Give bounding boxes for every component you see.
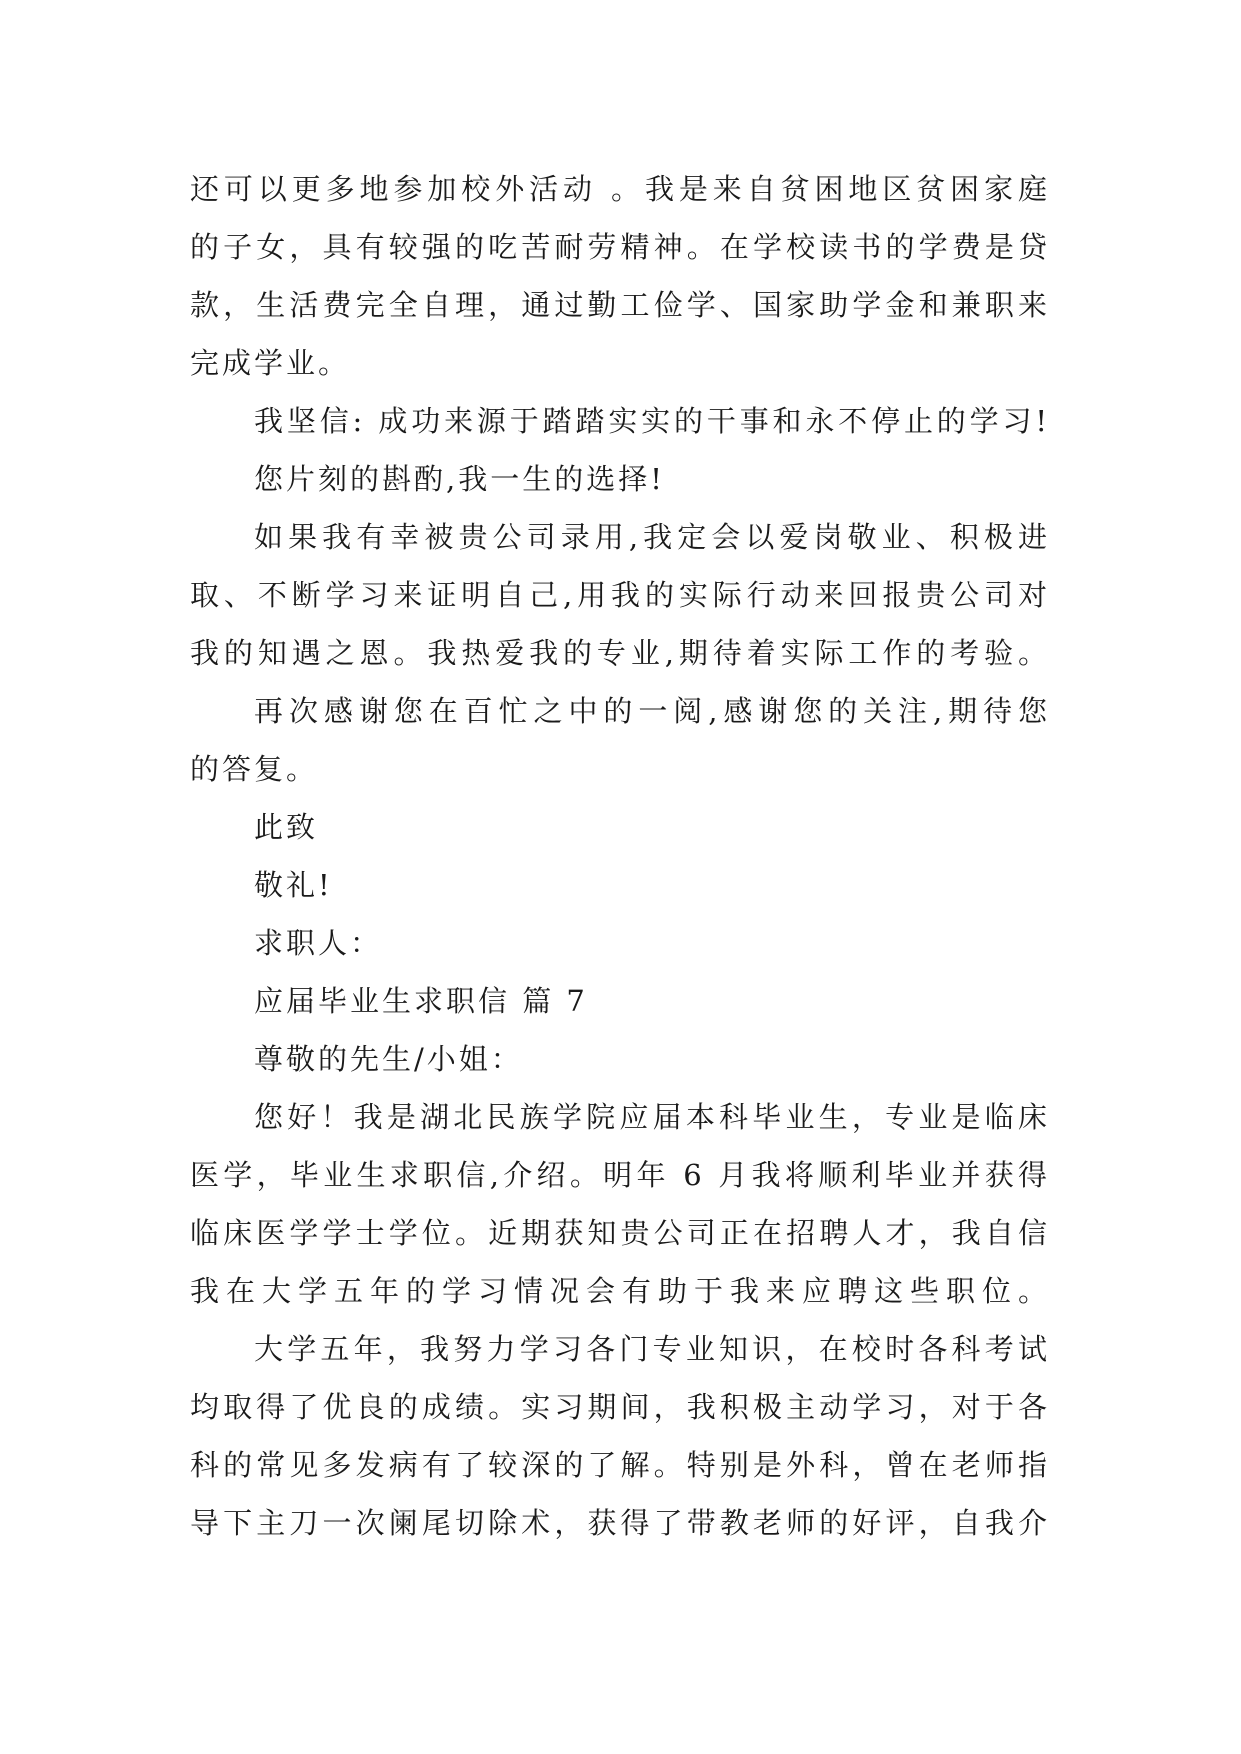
salutation: 尊敬的先生/小姐： — [254, 1042, 523, 1076]
text-line: 完成学业。 — [190, 346, 351, 380]
text-line: 此致 — [254, 810, 319, 844]
text-line: 如果我有幸被贵公司录用,我定会以爱岗敬业、积极进 — [254, 520, 1050, 554]
text-line: 的答复。 — [190, 752, 319, 786]
text-line: 您好！我是湖北民族学院应届本科毕业生，专业是临床 — [254, 1100, 1050, 1134]
document-body — [190, 160, 1050, 1552]
section-heading: 应届毕业生求职信 篇 7 — [254, 984, 588, 1018]
text-line: 取、不断学习来证明自己,用我的实际行动来回报贵公司对 — [190, 578, 1050, 612]
text-line: 大学五年，我努力学习各门专业知识，在校时各科考试 — [254, 1332, 1050, 1366]
text-line: 款，生活费完全自理，通过勤工俭学、国家助学金和兼职来 — [190, 288, 1050, 322]
text-line: 科的常见多发病有了较深的了解。特别是外科，曾在老师指 — [190, 1448, 1050, 1482]
text-line: 敬礼! — [254, 868, 333, 902]
text-line: 还可以更多地参加校外活动 。我是来自贫困地区贫困家庭 — [190, 172, 1050, 206]
text-line: 临床医学学士学位。近期获知贵公司正在招聘人才，我自信 — [190, 1216, 1050, 1250]
text-line: 我坚信: 成功来源于踏踏实实的干事和永不停止的学习! — [254, 404, 1050, 438]
text-line: 均取得了优良的成绩。实习期间，我积极主动学习，对于各 — [190, 1390, 1050, 1424]
text-line: 医学，毕业生求职信,介绍。明年 6 月我将顺利毕业并获得 — [190, 1158, 1050, 1192]
text-line: 我在大学五年的学习情况会有助于我来应聘这些职位。 — [190, 1274, 1050, 1308]
text-line: 的子女，具有较强的吃苦耐劳精神。在学校读书的学费是贷 — [190, 230, 1050, 264]
text-line: 求职人： — [254, 926, 383, 960]
text-line: 您片刻的斟酌,我一生的选择! — [254, 462, 665, 496]
text-line: 导下主刀一次阑尾切除术，获得了带教老师的好评，自我介 — [190, 1506, 1050, 1540]
text-line: 我的知遇之恩。我热爱我的专业,期待着实际工作的考验。 — [190, 636, 1050, 670]
text-line: 再次感谢您在百忙之中的一阅,感谢您的关注,期待您 — [254, 694, 1050, 728]
